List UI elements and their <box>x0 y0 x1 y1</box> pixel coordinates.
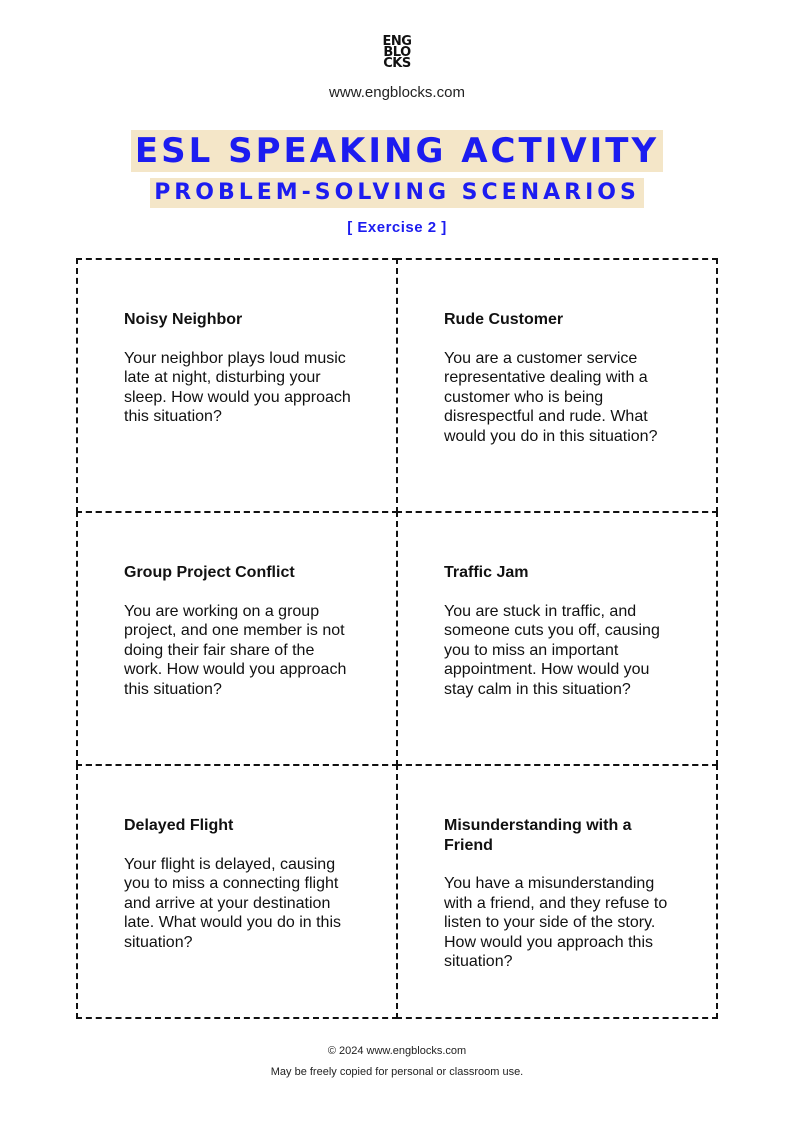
page-title: ESL SPEAKING ACTIVITY <box>131 130 663 172</box>
scenario-card-text: Your neighbor plays loud music late at night, disturbing your sleep. How would you approach this situation? <box>124 349 351 425</box>
scenario-card-title: Delayed Flight <box>124 817 234 834</box>
scenario-card-text: You are working on a group project, and one member is not doing their fair share of the work. How would you approach this situation? <box>124 602 347 698</box>
exercise-label: [ Exercise 2 ] <box>347 219 447 236</box>
scenario-card <box>396 258 718 513</box>
scenario-card <box>76 511 398 766</box>
footer-copyright: © 2024 www.engblocks.com <box>327 1045 467 1057</box>
site-url: www.engblocks.com <box>329 84 465 101</box>
footer-note: May be freely copied for personal or classroom use. <box>270 1066 524 1078</box>
title-container <box>0 130 794 172</box>
logo-line-3: CKS <box>383 56 411 71</box>
scenario-card-title: Rude Customer <box>444 311 564 328</box>
scenario-card-title: Noisy Neighbor <box>124 311 243 328</box>
scenario-card-text: Your flight is delayed, causing you to miss a connecting flight and arrive at your destination late. What would you do in this situation? <box>124 855 342 951</box>
scenario-card <box>396 511 718 766</box>
subtitle-container <box>0 178 794 208</box>
engblocks-logo <box>0 36 794 69</box>
scenario-card-title: Traffic Jam <box>444 564 529 581</box>
page-subtitle: PROBLEM-SOLVING SCENARIOS <box>150 178 644 208</box>
scenario-card <box>396 764 718 1019</box>
scenario-card-title: Misunderstanding with a Friend <box>444 817 632 854</box>
scenario-card-text: You are a customer service representative dealing with a customer who is being disrespectful and rude. What would you do in this situation? <box>444 349 658 445</box>
scenario-card-text: You are stuck in traffic, and someone cuts you off, causing you to miss an important appointment. How would you stay calm in this situation? <box>444 602 660 698</box>
scenario-card-text: You have a misunderstanding with a friend, and they refuse to listen to your side of the story. How would you approach this situation? <box>444 875 668 970</box>
scenario-card <box>76 258 398 513</box>
scenario-card-title: Group Project Conflict <box>124 564 295 581</box>
scenario-card <box>76 764 398 1019</box>
scenario-card-grid <box>77 259 717 1018</box>
logo-line-1: ENG <box>382 34 412 49</box>
logo-line-2: BLO <box>383 45 411 60</box>
